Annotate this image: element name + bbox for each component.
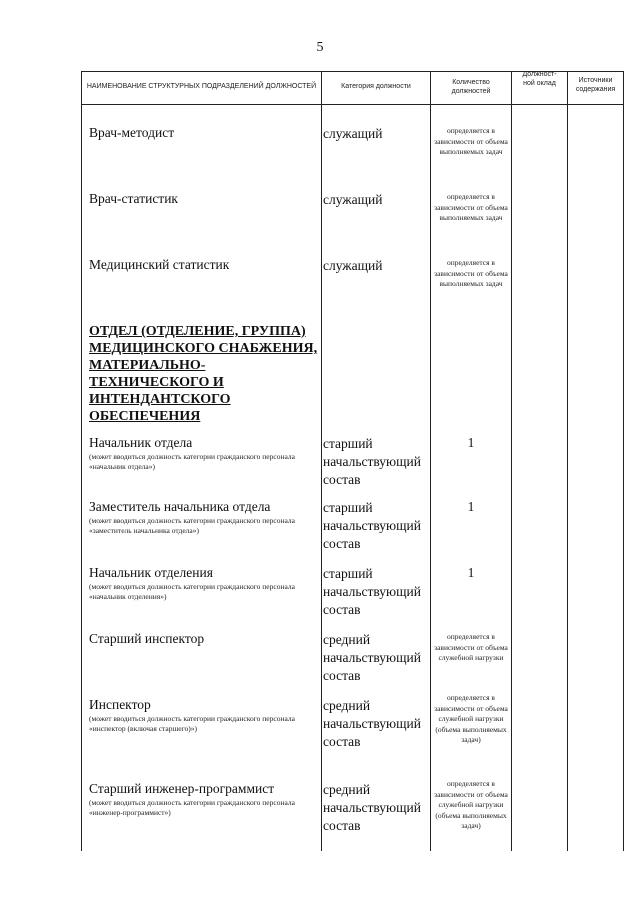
position-quantity: определяется в зависимости от объема выполняемых задач (434, 192, 508, 222)
header-bottom-border (81, 104, 624, 105)
position-name: Старший инспектор (89, 631, 205, 646)
position-title: Заместитель начальника отдела (89, 499, 271, 514)
page-number: 5 (316, 40, 324, 55)
position-quantity: определяется в зависимости от объема выполняемых задач (434, 126, 508, 156)
position-name: Врач-методист (89, 125, 175, 140)
position-quantity: определяется в зависимости от объема служебной нагрузки (объема выполняемых задач) (434, 693, 508, 744)
position-name (89, 697, 314, 734)
header-category-column: Категория должности (341, 83, 411, 91)
position-name (89, 435, 314, 472)
header-salary-column: Должност-ной оклад (522, 71, 557, 87)
position-note: (может вводиться должность категории гражданского персонала «заместитель начальника отдела») (89, 516, 295, 535)
header-quantity-column: Количество должностей (451, 78, 491, 95)
position-category: служащий (323, 126, 383, 141)
column-divider (321, 71, 322, 851)
position-title: Начальник отдела (89, 435, 193, 450)
section-heading: ОТДЕЛ (ОТДЕЛЕНИЕ, ГРУППА) МЕДИЦИНСКОГО СНАБЖЕНИЯ, МАТЕРИАЛЬНО-ТЕХНИЧЕСКОГО И ИНТЕНДАНТСКОГО ОБЕСПЕЧЕНИЯ (89, 324, 318, 424)
position-quantity: определяется в зависимости от объема служебной нагрузки (434, 632, 508, 662)
position-note: (может вводиться должность категории гражданского персонала «инженер-программист») (89, 798, 295, 817)
position-name: Врач-статистик (89, 191, 178, 206)
column-divider (567, 71, 568, 851)
position-name (89, 565, 314, 602)
header-name-column: НАИМЕНОВАНИЕ СТРУКТУРНЫХ ПОДРАЗДЕЛЕНИЙ ДОЛЖНОСТЕЙ (86, 83, 317, 91)
position-note: (может вводиться должность категории гражданского персонала «инспектор (включая старшего)») (89, 714, 295, 733)
position-title: Инспектор (89, 697, 151, 712)
position-quantity: 1 (467, 499, 475, 514)
position-name (89, 499, 314, 536)
position-category: средний начальствующий состав (323, 782, 421, 833)
position-name (89, 781, 314, 818)
position-category: старший начальствующий состав (323, 566, 421, 617)
position-note: (может вводиться должность категории гражданского персонала «начальник отделения») (89, 582, 295, 601)
position-category: средний начальствующий состав (323, 632, 421, 683)
position-category: средний начальствующий состав (323, 698, 421, 749)
position-category: старший начальствующий состав (323, 436, 421, 487)
staffing-table (81, 71, 624, 851)
position-title: Начальник отделения (89, 565, 213, 580)
position-quantity: определяется в зависимости от объема выполняемых задач (434, 258, 508, 288)
position-name: Медицинский статистик (89, 257, 230, 272)
position-category: служащий (323, 192, 383, 207)
position-quantity: 1 (467, 565, 475, 580)
position-quantity: 1 (467, 435, 475, 450)
position-category: служащий (323, 258, 383, 273)
header-sources-column: Источники содержания (575, 77, 616, 93)
position-quantity: определяется в зависимости от объема служебной нагрузки (объема выполняемых задач) (434, 779, 508, 830)
table-left-border (81, 71, 82, 851)
column-divider (511, 71, 512, 851)
position-category: старший начальствующий состав (323, 500, 421, 551)
position-note: (может вводиться должность категории гражданского персонала «начальник отдела») (89, 452, 295, 471)
table-right-border (623, 71, 624, 851)
position-title: Старший инженер-программист (89, 781, 275, 796)
